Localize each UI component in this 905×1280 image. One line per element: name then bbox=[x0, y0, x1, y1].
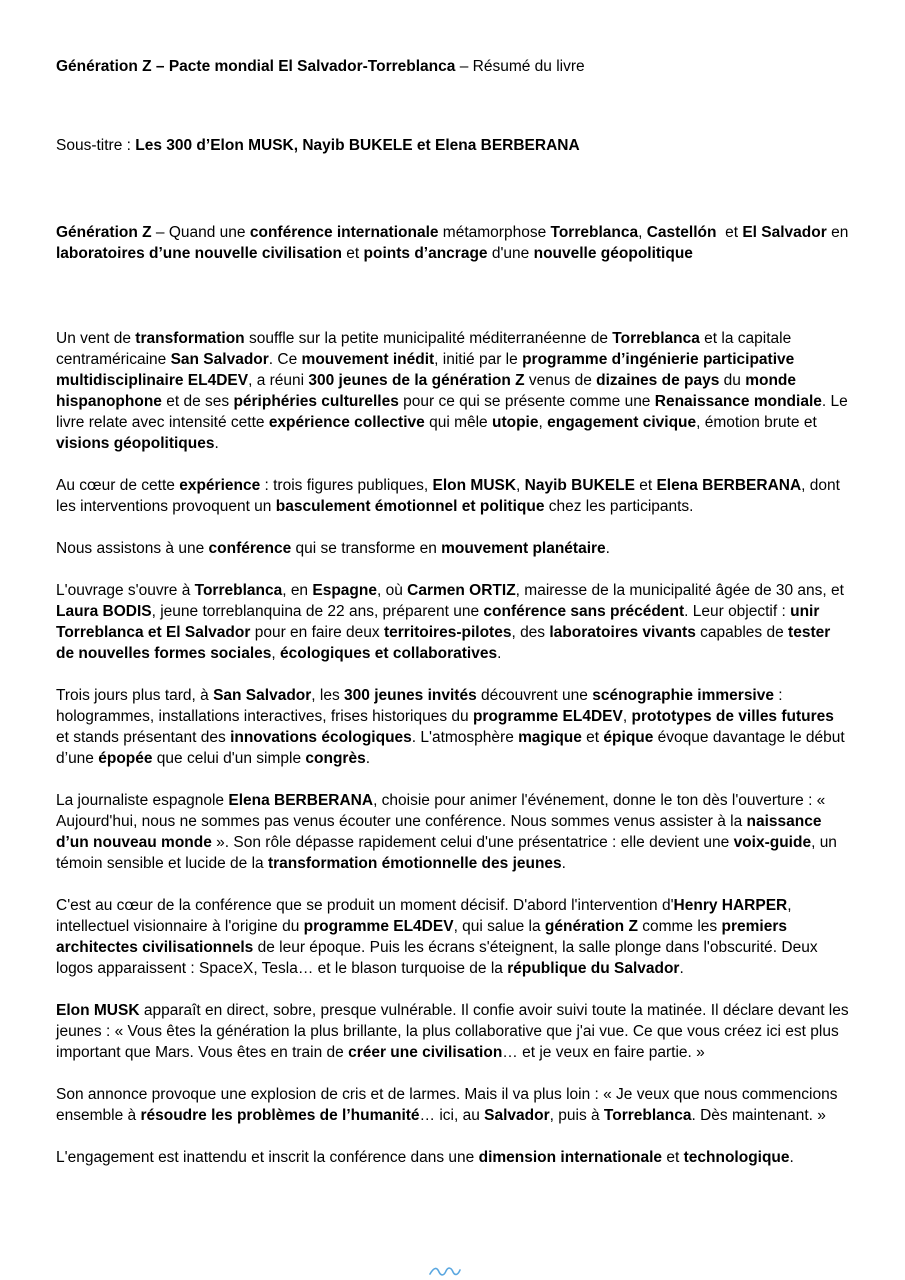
text-run: , émotion brute et bbox=[696, 414, 822, 431]
paragraph bbox=[56, 1147, 851, 1168]
bold-text-run: technologique bbox=[683, 1149, 790, 1166]
text-run: d'une bbox=[487, 245, 534, 262]
bold-text-run: conférence bbox=[208, 540, 292, 557]
bold-text-run: Elena BERBERANA bbox=[656, 477, 802, 494]
bold-text-run: Torreblanca bbox=[603, 1107, 692, 1124]
text-run: . bbox=[789, 1149, 794, 1166]
bold-text-run: transformation émotionnelle des jeunes bbox=[267, 855, 562, 872]
blue-scribble-path bbox=[430, 1268, 460, 1275]
bold-text-run: prototypes de villes futures bbox=[631, 708, 834, 725]
title bbox=[56, 56, 851, 77]
text-run: , les bbox=[311, 687, 345, 704]
bold-text-run: points d’ancrage bbox=[363, 245, 488, 262]
bold-text-run: programme EL4DEV bbox=[303, 918, 454, 935]
text-run: : trois figures publiques, bbox=[260, 477, 433, 494]
bold-text-run: Carmen ORTIZ bbox=[407, 582, 516, 599]
document-body bbox=[56, 56, 851, 1189]
bold-text-run: nouvelle géopolitique bbox=[533, 245, 693, 262]
blue-scribble-mark bbox=[428, 1264, 462, 1278]
bold-text-run: voix-guide bbox=[733, 834, 812, 851]
bold-text-run: Renaissance mondiale bbox=[654, 393, 822, 410]
text-run: . bbox=[214, 435, 219, 452]
paragraph bbox=[56, 538, 851, 559]
text-run: pour en faire deux bbox=[250, 624, 384, 641]
bold-text-run: Salvador bbox=[484, 1107, 550, 1124]
text-run: , puis à bbox=[549, 1107, 604, 1124]
text-run: de leur époque. Puis les écrans s'éteignent, la salle plonge dans l'obscurité. Deux logos apparaissent : SpaceX, Tesla… et le blason turquoise de la bbox=[56, 939, 822, 977]
bold-text-run: 300 jeunes invités bbox=[344, 687, 477, 704]
text-run: ». Son rôle dépasse rapidement celui d'une présentatrice : elle devient une bbox=[211, 834, 734, 851]
text-run: Un vent de bbox=[56, 330, 136, 347]
bold-text-run: Castellón bbox=[646, 224, 717, 241]
bold-text-run: engagement civique bbox=[547, 414, 697, 431]
text-run: comme les bbox=[637, 918, 722, 935]
bold-text-run: Espagne bbox=[312, 582, 377, 599]
text-run: et bbox=[716, 224, 743, 241]
bold-text-run: 300 jeunes de la génération Z bbox=[308, 372, 525, 389]
bold-text-run: naissance d’un nouveau monde bbox=[56, 813, 826, 851]
bold-text-run: Torreblanca bbox=[550, 224, 639, 241]
bold-text-run: Henry HARPER bbox=[673, 897, 788, 914]
text-run: . Ce bbox=[268, 351, 302, 368]
text-run: , jeune torreblanquina de 22 ans, préparent une bbox=[151, 603, 484, 620]
text-run: – Quand une bbox=[151, 224, 250, 241]
bold-text-run: transformation bbox=[135, 330, 245, 347]
text-run: , un témoin sensible et lucide de la bbox=[56, 834, 842, 872]
bold-text-run: expérience collective bbox=[268, 414, 425, 431]
bold-text-run: Torreblanca bbox=[194, 582, 283, 599]
text-run: chez les participants. bbox=[544, 498, 694, 515]
text-run: L'ouvrage s'ouvre à bbox=[56, 582, 195, 599]
text-run: découvrent une bbox=[476, 687, 593, 704]
text-run: et bbox=[341, 245, 364, 262]
bold-text-run: Elon MUSK bbox=[56, 1002, 140, 1019]
bold-text-run: Nayib BUKELE bbox=[524, 477, 635, 494]
bold-text-run: programme EL4DEV bbox=[472, 708, 623, 725]
text-run: , bbox=[271, 645, 280, 662]
text-run: , qui salue la bbox=[453, 918, 545, 935]
text-run: , bbox=[516, 477, 525, 494]
text-run: C'est au cœur de la conférence que se produit un moment décisif. D'abord l'intervention d' bbox=[56, 897, 674, 914]
text-run: métamorphose bbox=[438, 224, 551, 241]
bold-text-run: Génération Z bbox=[56, 224, 152, 241]
text-run: , intellectuel visionnaire à l'origine du bbox=[56, 897, 796, 935]
bold-text-run: Les 300 d’Elon MUSK, Nayib BUKELE et Elena BERBERANA bbox=[135, 137, 580, 154]
bold-text-run: utopie bbox=[491, 414, 539, 431]
bold-text-run: expérience bbox=[179, 477, 261, 494]
text-run: . bbox=[365, 750, 371, 767]
heading bbox=[56, 222, 851, 264]
text-run: et bbox=[662, 1149, 684, 1166]
bold-text-run: magique bbox=[518, 729, 582, 746]
paragraph bbox=[56, 475, 851, 517]
bold-text-run: épique bbox=[603, 729, 654, 746]
bold-text-run: Laura BODIS bbox=[56, 603, 152, 620]
text-run: . Dès maintenant. » bbox=[691, 1107, 826, 1124]
text-run: … ici, au bbox=[419, 1107, 485, 1124]
text-run: et la capitale centraméricaine bbox=[56, 330, 796, 368]
text-run: en bbox=[826, 224, 853, 241]
text-run: souffle sur la petite municipalité méditerranéenne de bbox=[244, 330, 613, 347]
bold-text-run: dimension internationale bbox=[478, 1149, 663, 1166]
text-run: … et je veux en faire partie. » bbox=[502, 1044, 705, 1061]
bold-text-run: programme d’ingénierie participative multidisciplinaire EL4DEV bbox=[56, 351, 799, 389]
bold-text-run: mouvement inédit bbox=[301, 351, 435, 368]
text-run: La journaliste espagnole bbox=[56, 792, 229, 809]
text-run: . L'atmosphère bbox=[411, 729, 519, 746]
text-run: et bbox=[581, 729, 604, 746]
bold-text-run: premiers architectes civilisationnels bbox=[56, 918, 792, 956]
text-run: , dont les interventions provoquent un bbox=[56, 477, 845, 515]
text-run: capables de bbox=[695, 624, 789, 641]
paragraph bbox=[56, 1084, 851, 1126]
text-run: pour ce qui se présente comme une bbox=[398, 393, 655, 410]
text-run: qui mêle bbox=[424, 414, 492, 431]
bold-text-run: innovations écologiques bbox=[230, 729, 412, 746]
text-run: Son annonce provoque une explosion de cris et de larmes. Mais il va plus loin : « Je veux que nous commencions ensemble à bbox=[56, 1086, 842, 1124]
paragraph bbox=[56, 1000, 851, 1063]
text-run: évoque davantage le début d’une bbox=[56, 729, 850, 767]
bold-text-run: Elon MUSK bbox=[432, 477, 517, 494]
paragraph bbox=[56, 790, 851, 874]
text-run: apparaît en direct, sobre, presque vulnérable. Il confie avoir suivi toute la matinée. Il déclare devant les jeunes : « Vous êtes la génération la plus brillante, la plus collaborative que j'ai vue. Ce que vous créez ici est plus important que Mars. Vous êtes en train de bbox=[56, 1002, 853, 1061]
text-run: venus de bbox=[524, 372, 597, 389]
text-run: , où bbox=[376, 582, 408, 599]
bold-text-run: Elena BERBERANA bbox=[228, 792, 374, 809]
text-run: L'engagement est inattendu et inscrit la conférence dans une bbox=[56, 1149, 479, 1166]
text-run: Trois jours plus tard, à bbox=[56, 687, 214, 704]
bold-text-run: Torreblanca bbox=[612, 330, 700, 347]
text-run: . Le livre relate avec intensité cette bbox=[56, 393, 853, 431]
bold-text-run: basculement émotionnel et politique bbox=[275, 498, 545, 515]
text-run: et de ses bbox=[161, 393, 234, 410]
text-run: que celui d'un simple bbox=[152, 750, 306, 767]
text-run: Au cœur de cette bbox=[56, 477, 180, 494]
bold-text-run: conférence internationale bbox=[249, 224, 439, 241]
text-run: . Leur objectif : bbox=[684, 603, 791, 620]
bold-text-run: laboratoires vivants bbox=[549, 624, 696, 641]
bold-text-run: épopée bbox=[98, 750, 153, 767]
bold-text-run: dizaines de pays bbox=[596, 372, 720, 389]
text-run: , choisie pour animer l'événement, donne le ton dès l'ouverture : « Aujourd'hui, nous ne sommes pas venus écouter une conférence. Nous sommes venus assister à la bbox=[56, 792, 829, 830]
text-run: du bbox=[719, 372, 746, 389]
bold-text-run: congrès bbox=[305, 750, 366, 767]
paragraph bbox=[56, 328, 851, 454]
subtitle bbox=[56, 135, 851, 156]
text-run: , mairesse de la municipalité âgée de 30 ans, et bbox=[515, 582, 849, 599]
text-run: , bbox=[538, 414, 548, 431]
text-run: Nous assistons à une bbox=[56, 540, 209, 557]
bold-text-run: périphéries culturelles bbox=[233, 393, 399, 410]
bold-text-run: unir Torreblanca et El Salvador bbox=[56, 603, 824, 641]
text-run: . bbox=[497, 645, 502, 662]
text-run: , initié par le bbox=[434, 351, 523, 368]
bold-text-run: mouvement planétaire bbox=[441, 540, 606, 557]
text-run: , en bbox=[282, 582, 313, 599]
text-run: . bbox=[679, 960, 684, 977]
bold-text-run: créer une civilisation bbox=[348, 1044, 503, 1061]
paragraph bbox=[56, 580, 851, 664]
paragraph bbox=[56, 685, 851, 769]
bold-text-run: génération Z bbox=[544, 918, 638, 935]
paragraph bbox=[56, 895, 851, 979]
text-run: et bbox=[634, 477, 657, 494]
bold-text-run: résoudre les problèmes de l’humanité bbox=[140, 1107, 420, 1124]
bold-text-run: écologiques et collaboratives bbox=[280, 645, 498, 662]
bold-text-run: république du Salvador bbox=[507, 960, 680, 977]
text-run: . bbox=[561, 855, 566, 872]
bold-text-run: scénographie immersive bbox=[592, 687, 774, 704]
bold-text-run: laboratoires d’une nouvelle civilisation bbox=[56, 245, 342, 262]
text-run: – Résumé du livre bbox=[459, 58, 585, 75]
text-run: , bbox=[638, 224, 647, 241]
text-run: , bbox=[622, 708, 632, 725]
bold-text-run: territoires-pilotes bbox=[383, 624, 512, 641]
bold-text-run: El Salvador bbox=[742, 224, 827, 241]
text-run: qui se transforme en bbox=[291, 540, 442, 557]
bold-text-run: visions géopolitiques bbox=[56, 435, 215, 452]
text-run: , a réuni bbox=[248, 372, 309, 389]
bold-text-run: Génération Z – Pacte mondial El Salvador-Torreblanca bbox=[56, 58, 460, 75]
bold-text-run: conférence sans précédent bbox=[483, 603, 685, 620]
bold-text-run: tester de nouvelles formes sociales bbox=[56, 624, 835, 662]
bold-text-run: monde hispanophone bbox=[56, 372, 801, 410]
text-run: : hologrammes, installations interactives, frises historiques du bbox=[56, 687, 787, 725]
bold-text-run: San Salvador bbox=[170, 351, 269, 368]
text-run: Sous-titre : bbox=[56, 137, 136, 154]
text-run: . bbox=[605, 540, 610, 557]
bold-text-run: San Salvador bbox=[213, 687, 312, 704]
text-run: , des bbox=[511, 624, 550, 641]
text-run: et stands présentant des bbox=[56, 708, 839, 746]
